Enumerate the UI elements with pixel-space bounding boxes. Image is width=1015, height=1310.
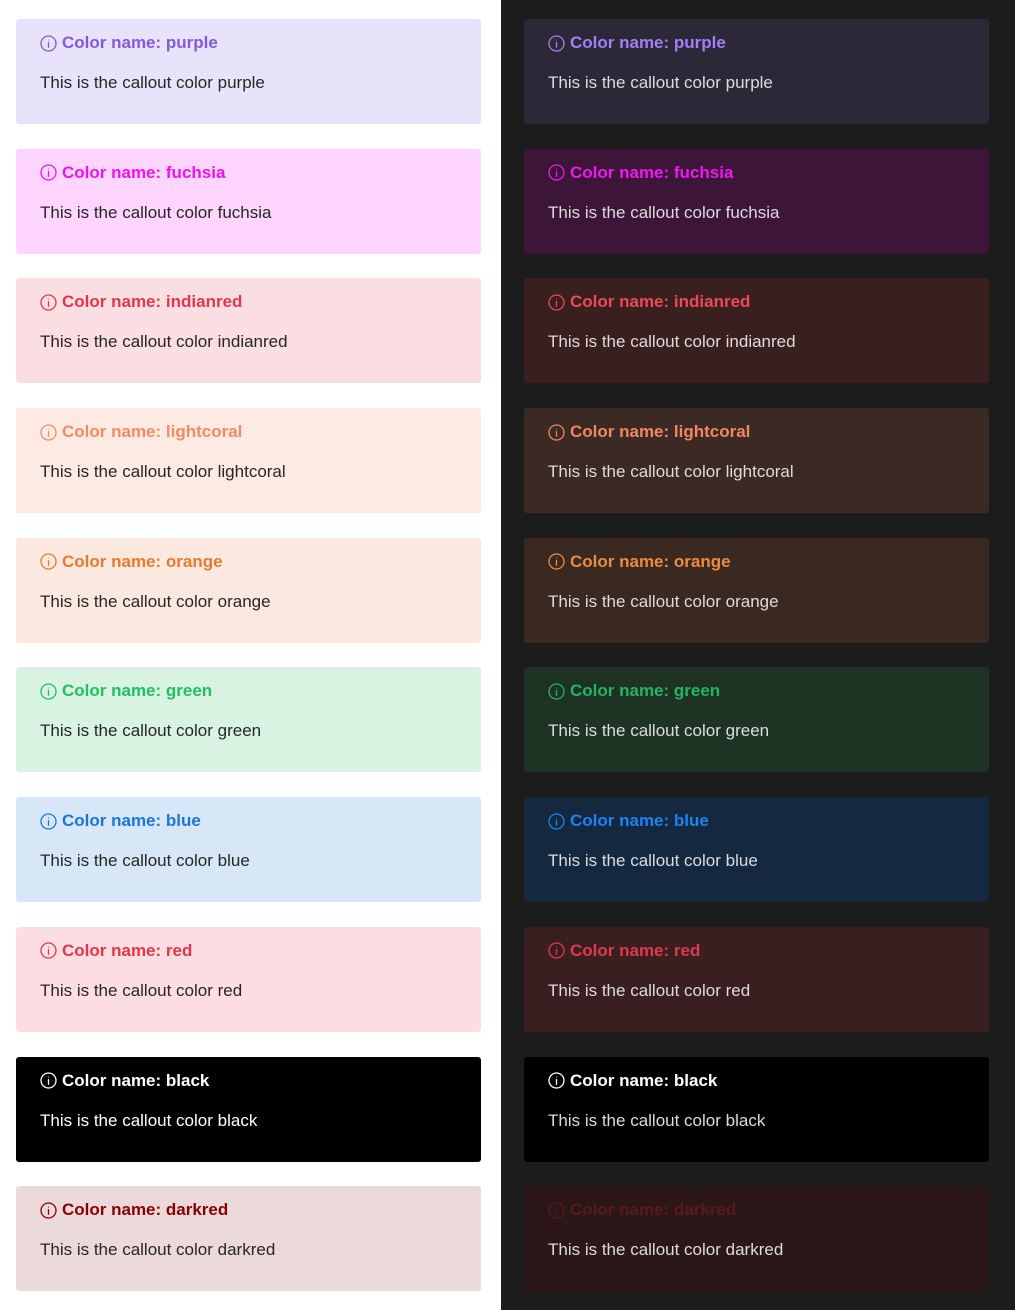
callout-body-text: This is the callout color lightcoral: [40, 462, 286, 482]
callout-title: [548, 163, 965, 183]
callout-indianred: [524, 278, 989, 383]
callout-body-text: This is the callout color blue: [548, 851, 758, 871]
callout-title-text: Color name: indianred: [62, 292, 243, 312]
info-icon: [40, 553, 57, 570]
callout-body-text: This is the callout color orange: [40, 591, 271, 611]
callout-body-text: This is the callout color lightcoral: [548, 462, 794, 482]
callout-orange: [524, 538, 989, 643]
callout-title-text: Color name: purple: [62, 33, 218, 52]
dark-theme-panel: [501, 0, 1015, 1310]
callout-body-text: This is the callout color blue: [40, 851, 250, 871]
callout-title-text: Color name: orange: [570, 551, 731, 571]
callout-black: [524, 1057, 989, 1162]
callout-blue: [16, 797, 481, 902]
callout-darkred: [16, 1186, 481, 1291]
info-icon: [40, 813, 57, 830]
callout-title-text: Color name: orange: [62, 551, 223, 571]
info-icon: [548, 424, 565, 441]
callout-title: [40, 1200, 457, 1220]
callout-title: [40, 1071, 457, 1091]
info-icon: [40, 942, 57, 959]
info-icon: [548, 35, 565, 52]
callout-title-text: Color name: darkred: [62, 1200, 229, 1220]
callout-darkred: [524, 1186, 989, 1291]
callout-title-text: Color name: red: [62, 940, 193, 960]
callout-body-text: This is the callout color red: [40, 980, 243, 1000]
callout-title-text: Color name: fuchsia: [570, 162, 734, 182]
callout-title: [40, 292, 457, 312]
callout-title-text: Color name: green: [62, 681, 213, 701]
info-icon: [40, 1202, 57, 1219]
callout-fuchsia: [16, 149, 481, 254]
callout-title: [548, 681, 965, 701]
info-icon: [40, 424, 57, 441]
callout-title-text: Color name: lightcoral: [570, 422, 751, 442]
callout-green: [524, 667, 989, 772]
callout-title: [40, 681, 457, 701]
callout-black: [16, 1057, 481, 1162]
callout-title: [40, 941, 457, 961]
callout-body-text: This is the callout color black: [548, 1110, 766, 1130]
callout-body-text: This is the callout color orange: [548, 591, 779, 611]
callout-indianred: [16, 278, 481, 383]
callout-title-text: Color name: lightcoral: [62, 422, 243, 442]
callout-title: [548, 33, 965, 53]
info-icon: [548, 294, 565, 311]
info-icon: [548, 813, 565, 830]
callout-body-text: This is the callout color purple: [548, 73, 773, 92]
callout-body-text: This is the callout color green: [40, 721, 262, 741]
callout-body-text: This is the callout color darkred: [548, 1240, 784, 1260]
callout-title-text: Color name: indianred: [570, 292, 751, 312]
callout-title-text: Color name: blue: [570, 811, 709, 831]
callout-body-text: This is the callout color indianred: [40, 332, 288, 352]
callout-title-text: Color name: darkred: [570, 1200, 737, 1220]
info-icon: [548, 942, 565, 959]
callout-title: [40, 163, 457, 183]
info-icon: [548, 164, 565, 181]
callout-title: [548, 811, 965, 831]
callout-fuchsia: [524, 149, 989, 254]
callout-body-text: This is the callout color green: [548, 721, 770, 741]
info-icon: [548, 1072, 565, 1089]
callout-body-text: This is the callout color purple: [40, 73, 265, 92]
callout-purple: [524, 19, 989, 124]
info-icon: [548, 683, 565, 700]
callout-title: [548, 292, 965, 312]
callout-title-text: Color name: purple: [570, 33, 726, 52]
callout-title-text: Color name: black: [570, 1070, 718, 1090]
callout-red: [16, 927, 481, 1032]
callout-title-text: Color name: red: [570, 940, 701, 960]
callout-title: [40, 422, 457, 442]
info-icon: [40, 683, 57, 700]
callout-lightcoral: [524, 408, 989, 513]
info-icon: [40, 164, 57, 181]
callout-title: [548, 941, 965, 961]
callout-title: [40, 33, 457, 53]
info-icon: [40, 35, 57, 52]
callout-blue: [524, 797, 989, 902]
callout-body-text: This is the callout color indianred: [548, 332, 796, 352]
info-icon: [40, 1072, 57, 1089]
info-icon: [40, 294, 57, 311]
callout-title-text: Color name: blue: [62, 811, 201, 831]
callout-title: [40, 811, 457, 831]
callout-purple: [16, 19, 481, 124]
callout-title: [548, 1200, 965, 1220]
info-icon: [548, 1202, 565, 1219]
callout-body-text: This is the callout color fuchsia: [548, 202, 780, 222]
callout-orange: [16, 538, 481, 643]
light-theme-panel: [0, 0, 501, 1310]
callout-title: [548, 552, 965, 572]
callout-body-text: This is the callout color black: [40, 1110, 258, 1130]
callout-red: [524, 927, 989, 1032]
callout-title-text: Color name: green: [570, 681, 721, 701]
callout-lightcoral: [16, 408, 481, 513]
callout-title: [40, 552, 457, 572]
callout-body-text: This is the callout color darkred: [40, 1240, 276, 1260]
callout-title-text: Color name: fuchsia: [62, 162, 226, 182]
callout-title: [548, 1071, 965, 1091]
callout-green: [16, 667, 481, 772]
callout-body-text: This is the callout color fuchsia: [40, 202, 272, 222]
callout-title: [548, 422, 965, 442]
callout-title-text: Color name: black: [62, 1070, 210, 1090]
callout-body-text: This is the callout color red: [548, 980, 751, 1000]
info-icon: [548, 553, 565, 570]
